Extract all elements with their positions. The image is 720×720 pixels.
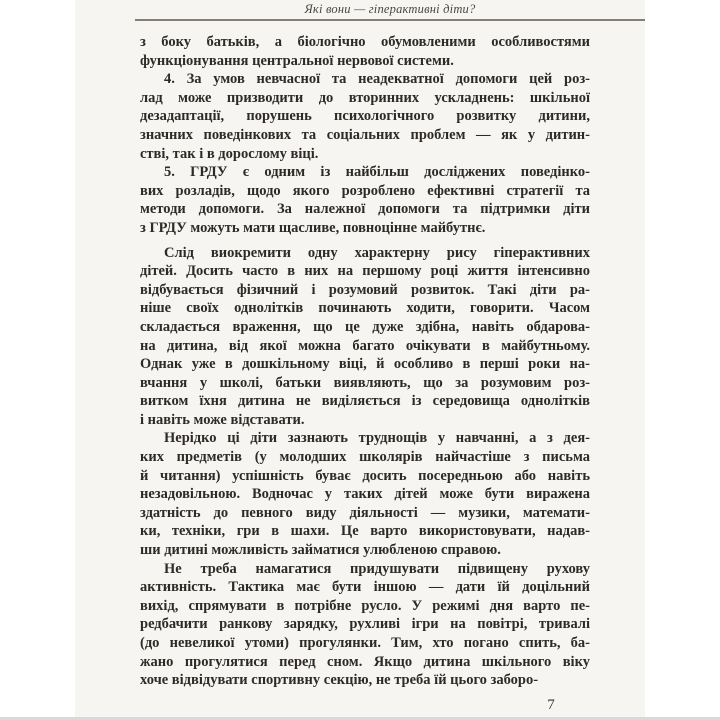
text-line: хоче відвідувати спортивну секцію, не треба їй цього заборо- — [140, 672, 539, 689]
paragraph — [140, 429, 590, 559]
text-line: дезадаптації, порушень психологічного розвитку дитини, — [140, 108, 590, 125]
text-line: Слід виокремити одну характерну рису гіперактивних — [164, 244, 590, 261]
text-line: Однак уже в дошкільному віці, й особливо в перші роки на- — [140, 356, 590, 373]
text-line: 5. ГРДУ є одним із найбільш досліджених поведінко- — [164, 164, 590, 181]
paragraph — [140, 244, 590, 430]
text-line: вихід, спрямувати в потрібне русло. У режимі дня варто пе- — [140, 597, 590, 614]
text-line: витком їхня дитина не виділяється із середовища однолітків — [140, 393, 590, 410]
text-line: (до невеликої утоми) прогулянки. Тим, хто погано спить, ба- — [140, 635, 590, 651]
running-header — [135, 0, 645, 21]
text-line: ніше своїх однолітків починають ходити, говорити. Часом — [140, 300, 590, 317]
paragraph — [140, 70, 590, 163]
text-line: Не треба намагатися придушувати підвищену рухову — [164, 560, 590, 577]
text-line: складається враження, що це дуже здібна, навіть обдарова- — [140, 318, 590, 335]
text-line: ких предметів (у молодших школярів найчастіше з письма — [140, 449, 590, 466]
text-line: і навіть може відставати. — [140, 411, 305, 428]
text-line: жано прогулятися перед сном. Якщо дитина шкільного віку — [140, 653, 590, 670]
text-line: незадовільною. Водночас у таких дітей може бути виражена — [140, 486, 590, 503]
paragraph — [140, 560, 590, 690]
text-line: відбувається фізичний і розумовий розвиток. Такі діти ра- — [140, 281, 590, 298]
book-page — [75, 0, 645, 720]
running-header-title: Які вони — гіперактивні діти? — [304, 2, 476, 16]
text-line: значних поведінкових та соціальних проблем — як у дитин- — [140, 126, 590, 143]
text-line: й читання) успішність буває досить посередньою або навіть — [140, 467, 590, 484]
text-line: методи допомоги. За належної допомоги та підтримки діти — [140, 201, 590, 218]
text-line: здатність до певного виду діяльності — музики, математи- — [140, 504, 590, 521]
text-line: редбачити ранкову зарядку, рухливі ігри на повітрі, тривалі — [140, 616, 590, 633]
text-line: з боку батьків, а біологічно обумовленими особливостями — [140, 34, 590, 50]
text-line: ши дитині можливість займатися улюбленою справою. — [140, 542, 501, 559]
text-line: Нерідко ці діти зазнають труднощів у навчанні, а з дея- — [164, 430, 590, 447]
text-line: активність. Тактика має бути іншою — дати їй доцільний — [140, 579, 590, 596]
text-line: лад може призводити до вторинних ускладнень: шкільної — [140, 89, 590, 106]
page-body — [140, 33, 590, 690]
text-line: функціонування центральної нервової системи. — [140, 52, 454, 69]
text-line: ки, техніки, гри в шахи. Це варто використовувати, надав- — [140, 523, 590, 540]
text-line: вчання у школі, батьки виявляють, що за розумовим роз- — [140, 374, 590, 391]
text-line: на дитина, від якої можна багато очікувати в майбутньому. — [140, 337, 590, 354]
text-line: вих розладів, щодо якого розроблено ефективні стратегії та — [140, 182, 590, 199]
text-line: 4. За умов невчасної та неадекватної допомоги цей роз- — [164, 71, 590, 88]
text-line: з ГРДУ можуть мати щасливе, повноцінне майбутнє. — [140, 219, 486, 236]
paragraph — [140, 163, 590, 237]
text-line: стві, так і в дорослому віці. — [140, 145, 319, 162]
text-line: дітей. Досить часто в них на першому році життя інтенсивно — [140, 263, 590, 280]
paragraph — [140, 33, 590, 70]
page-number: 7 — [547, 697, 555, 713]
